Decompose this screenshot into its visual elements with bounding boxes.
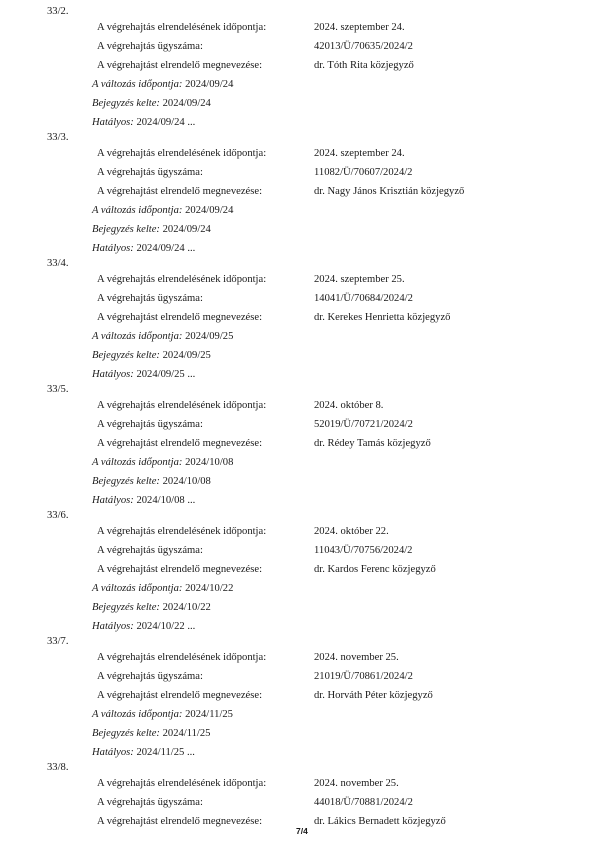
change-date-line <box>92 78 600 97</box>
enforcement-date-value: 2024. október 8. <box>314 400 384 411</box>
issuer-value: dr. Horváth Péter közjegyző <box>314 690 433 701</box>
change-date-label: A változás időpontja: <box>92 709 183 720</box>
effective-date-value: 2024/10/08 ... <box>136 495 196 506</box>
enforcement-date-value: 2024. október 22. <box>314 526 389 537</box>
case-number-label: A végrehajtás ügyszáma: <box>97 671 203 682</box>
case-number-label: A végrehajtás ügyszáma: <box>97 167 203 178</box>
case-number-row <box>0 166 600 185</box>
case-number-row <box>0 40 600 59</box>
enforcement-date-label: A végrehajtás elrendelésének időpontja: <box>97 400 267 411</box>
case-number-row <box>0 292 600 311</box>
entry-date-value: 2024/10/08 <box>162 476 211 487</box>
enforcement-date-label: A végrehajtás elrendelésének időpontja: <box>97 652 267 663</box>
case-number-value: 21019/Ü/70861/2024/2 <box>314 671 413 682</box>
entry-date-value: 2024/09/24 <box>162 98 211 109</box>
effective-date-label: Hatályos: <box>92 495 134 506</box>
effective-date-label: Hatályos: <box>92 117 134 128</box>
change-date-line <box>92 204 600 223</box>
case-number-label: A végrehajtás ügyszáma: <box>97 545 203 556</box>
entry-date-label: Bejegyzés kelte: <box>92 350 160 361</box>
issuer-label: A végrehajtást elrendelő megnevezése: <box>97 312 263 323</box>
case-number-value: 11082/Ü/70607/2024/2 <box>314 167 413 178</box>
change-date-value: 2024/11/25 <box>185 709 233 720</box>
issuer-label: A végrehajtást elrendelő megnevezése: <box>97 564 263 575</box>
enforcement-date-value: 2024. szeptember 24. <box>314 148 405 159</box>
entry-number: 33/2. <box>47 6 69 17</box>
effective-date-value: 2024/11/25 ... <box>136 747 195 758</box>
enforcement-entry <box>0 2 600 135</box>
effective-date-value: 2024/10/22 ... <box>136 621 196 632</box>
issuer-label: A végrehajtást elrendelő megnevezése: <box>97 690 263 701</box>
enforcement-date-row <box>0 21 600 40</box>
issuer-label: A végrehajtást elrendelő megnevezése: <box>97 816 263 827</box>
change-date-value: 2024/09/24 <box>185 79 234 90</box>
entry-number: 33/5. <box>47 384 69 395</box>
case-number-value: 11043/Ü/70756/2024/2 <box>314 545 413 556</box>
case-number-value: 42013/Ü/70635/2024/2 <box>314 41 413 52</box>
enforcement-entry <box>0 632 600 765</box>
case-number-row <box>0 796 600 815</box>
change-date-label: A változás időpontja: <box>92 457 183 468</box>
enforcement-date-row <box>0 399 600 418</box>
issuer-row <box>0 689 600 708</box>
issuer-value: dr. Rédey Tamás közjegyző <box>314 438 431 449</box>
change-date-value: 2024/10/22 <box>185 583 234 594</box>
entry-date-line <box>92 727 600 746</box>
enforcement-date-row <box>0 525 600 544</box>
entry-number: 33/7. <box>47 636 69 647</box>
change-date-label: A változás időpontja: <box>92 79 183 90</box>
case-number-value: 14041/Ü/70684/2024/2 <box>314 293 413 304</box>
case-number-label: A végrehajtás ügyszáma: <box>97 41 203 52</box>
entry-date-label: Bejegyzés kelte: <box>92 224 160 235</box>
effective-date-value: 2024/09/25 ... <box>136 369 196 380</box>
issuer-value: dr. Kerekes Henrietta közjegyző <box>314 312 451 323</box>
entry-date-label: Bejegyzés kelte: <box>92 728 160 739</box>
enforcement-entry <box>0 380 600 513</box>
change-date-value: 2024/10/08 <box>185 457 234 468</box>
enforcement-date-row <box>0 147 600 166</box>
change-date-label: A változás időpontja: <box>92 583 183 594</box>
enforcement-date-value: 2024. szeptember 25. <box>314 274 405 285</box>
entry-date-value: 2024/09/24 <box>162 224 211 235</box>
enforcement-date-row <box>0 777 600 796</box>
entry-date-line <box>92 349 600 368</box>
entry-date-line <box>92 97 600 116</box>
entry-number: 33/4. <box>47 258 69 269</box>
entry-number: 33/3. <box>47 132 69 143</box>
change-date-label: A változás időpontja: <box>92 331 183 342</box>
change-date-line <box>92 708 600 727</box>
enforcement-entry <box>0 506 600 639</box>
entry-number: 33/6. <box>47 510 69 521</box>
enforcement-date-label: A végrehajtás elrendelésének időpontja: <box>97 22 267 33</box>
case-number-value: 44018/Ü/70881/2024/2 <box>314 797 413 808</box>
issuer-row <box>0 311 600 330</box>
entry-date-value: 2024/09/25 <box>162 350 211 361</box>
entry-date-line <box>92 475 600 494</box>
entry-date-value: 2024/11/25 <box>162 728 211 739</box>
enforcement-entry <box>0 254 600 387</box>
case-number-row <box>0 418 600 437</box>
issuer-value: dr. Nagy János Krisztián közjegyző <box>314 186 465 197</box>
effective-date-value: 2024/09/24 ... <box>136 117 196 128</box>
enforcement-date-label: A végrehajtás elrendelésének időpontja: <box>97 778 267 789</box>
entry-date-line <box>92 223 600 242</box>
issuer-value: dr. Lákics Bernadett közjegyző <box>314 816 446 827</box>
change-date-line <box>92 456 600 475</box>
case-number-row <box>0 670 600 689</box>
change-date-line <box>92 582 600 601</box>
issuer-row <box>0 59 600 78</box>
enforcement-entry <box>0 128 600 261</box>
entry-date-label: Bejegyzés kelte: <box>92 602 160 613</box>
issuer-row <box>0 185 600 204</box>
issuer-row <box>0 563 600 582</box>
enforcement-date-value: 2024. november 25. <box>314 652 399 663</box>
effective-date-label: Hatályos: <box>92 747 134 758</box>
enforcement-date-value: 2024. november 25. <box>314 778 399 789</box>
enforcement-date-value: 2024. szeptember 24. <box>314 22 405 33</box>
enforcement-entry <box>0 758 600 834</box>
entry-date-label: Bejegyzés kelte: <box>92 476 160 487</box>
case-number-value: 52019/Ü/70721/2024/2 <box>314 419 413 430</box>
entry-number: 33/8. <box>47 762 69 773</box>
entry-date-line <box>92 601 600 620</box>
enforcement-date-row <box>0 273 600 292</box>
change-date-value: 2024/09/24 <box>185 205 234 216</box>
issuer-label: A végrehajtást elrendelő megnevezése: <box>97 60 263 71</box>
enforcement-date-label: A végrehajtás elrendelésének időpontja: <box>97 274 267 285</box>
change-date-value: 2024/09/25 <box>185 331 234 342</box>
case-number-label: A végrehajtás ügyszáma: <box>97 419 203 430</box>
issuer-label: A végrehajtást elrendelő megnevezése: <box>97 186 263 197</box>
entry-date-label: Bejegyzés kelte: <box>92 98 160 109</box>
enforcement-date-label: A végrehajtás elrendelésének időpontja: <box>97 148 267 159</box>
issuer-label: A végrehajtást elrendelő megnevezése: <box>97 438 263 449</box>
case-number-row <box>0 544 600 563</box>
entry-date-value: 2024/10/22 <box>162 602 211 613</box>
enforcement-date-label: A végrehajtás elrendelésének időpontja: <box>97 526 267 537</box>
page-number: 7/4 <box>296 826 308 836</box>
change-date-line <box>92 330 600 349</box>
case-number-label: A végrehajtás ügyszáma: <box>97 797 203 808</box>
effective-date-label: Hatályos: <box>92 369 134 380</box>
enforcement-date-row <box>0 651 600 670</box>
effective-date-label: Hatályos: <box>92 621 134 632</box>
issuer-row <box>0 437 600 456</box>
case-number-label: A végrehajtás ügyszáma: <box>97 293 203 304</box>
effective-date-value: 2024/09/24 ... <box>136 243 196 254</box>
issuer-value: dr. Kardos Ferenc közjegyző <box>314 564 436 575</box>
issuer-value: dr. Tóth Rita közjegyző <box>314 60 414 71</box>
change-date-label: A változás időpontja: <box>92 205 183 216</box>
effective-date-label: Hatályos: <box>92 243 134 254</box>
